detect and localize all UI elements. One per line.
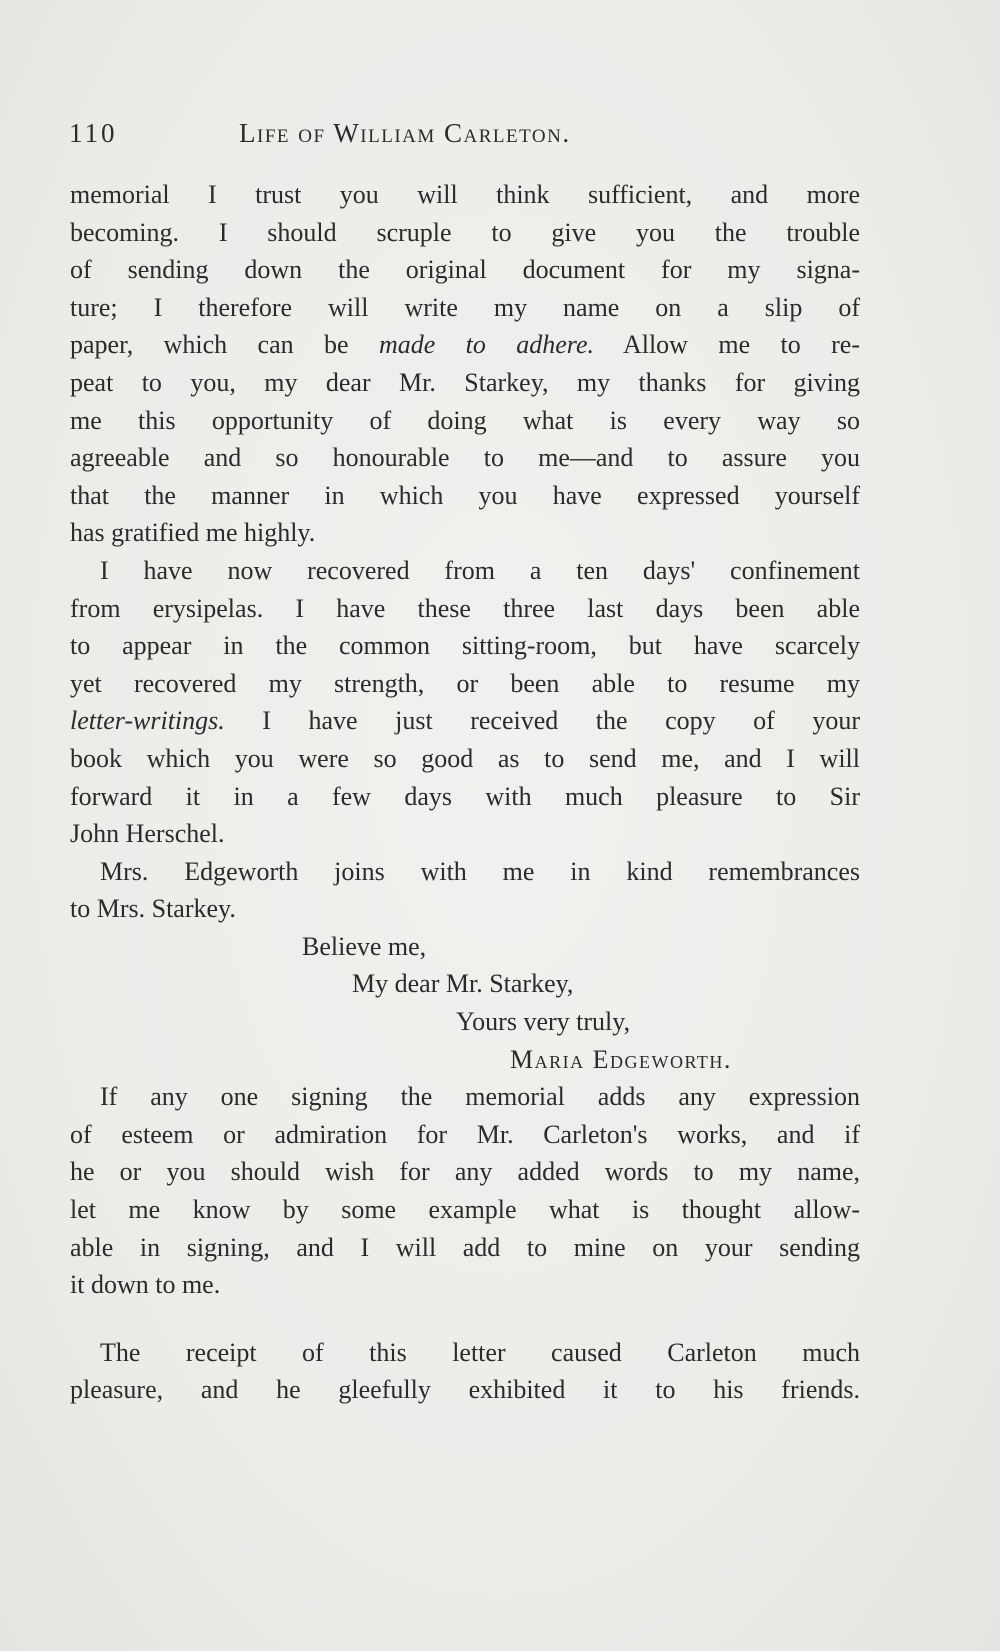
text-line [70, 702, 860, 740]
text-line: ture; I therefore will write my name on a slip of [70, 292, 860, 322]
paragraph-gap [70, 1304, 860, 1334]
paragraph-narrative [70, 1334, 860, 1409]
letter-closing [70, 928, 860, 1078]
text-line: The receipt of this letter caused Carleton much [100, 1337, 860, 1367]
text-line [70, 326, 860, 364]
text-line: to appear in the common sitting-room, but have scarcely [70, 631, 860, 661]
signature: Maria Edgeworth. [510, 1044, 732, 1074]
page-header [69, 118, 689, 158]
closing-line: Believe me, [302, 931, 427, 961]
text-line: let me know by some example what is thought allow- [70, 1195, 860, 1225]
running-head: Life of William Carleton. [239, 118, 571, 148]
page-number: 110 [69, 118, 118, 148]
italic-phrase: made to adhere. [378, 330, 594, 360]
text-line: that the manner in which you have expressed yourself [70, 480, 860, 510]
closing-line: Yours very truly, [456, 1007, 631, 1037]
text-line: it down to me. [70, 1270, 221, 1300]
text-line: forward it in a few days with much pleasure to Sir [70, 781, 860, 811]
closing-line: My dear Mr. Starkey, [352, 969, 574, 999]
text-line: yet recovered my strength, or been able to resume my [70, 668, 860, 698]
text-line: me this opportunity of doing what is every way so [70, 405, 860, 435]
text-line: agreeable and so honourable to me—and to assure you [70, 443, 860, 473]
text-line: of esteem or admiration for Mr. Carleton's works, and if [70, 1119, 860, 1149]
text-line: book which you were so good as to send me, and I will [70, 743, 860, 773]
text-line: If any one signing the memorial adds any expression [100, 1082, 860, 1112]
text-line: Mrs. Edgeworth joins with me in kind remembrances [100, 856, 860, 886]
text-line: I have now recovered from a ten days' confinement [100, 555, 860, 585]
text-line: to Mrs. Starkey. [70, 894, 236, 924]
text-line: from erysipelas. I have these three last days been able [70, 593, 860, 623]
paragraph-letter-continuation [70, 176, 860, 552]
text-segment: Allow me to re- [594, 330, 860, 360]
paragraph-recovery [70, 552, 860, 853]
paragraph-postscript [70, 1078, 860, 1304]
paragraph-remembrances [70, 853, 860, 928]
text-line: pleasure, and he gleefully exhibited it to his friends. [70, 1375, 860, 1405]
text-line: memorial I trust you will think sufficient, and more [70, 180, 860, 209]
text-line: becoming. I should scruple to give you the trouble [70, 217, 860, 247]
italic-phrase: letter-writings. [70, 706, 225, 736]
text-segment: paper, which can be [70, 330, 379, 360]
body-text [70, 176, 860, 1409]
text-line: has gratified me highly. [70, 518, 316, 548]
text-line: John Herschel. [70, 819, 225, 849]
text-line: of sending down the original document for my signa- [70, 255, 860, 285]
text-line: he or you should wish for any added words to my name, [70, 1157, 860, 1187]
text-segment: I have just received the copy of your [224, 706, 860, 736]
text-line: able in signing, and I will add to mine on your sending [70, 1232, 860, 1262]
text-line: peat to you, my dear Mr. Starkey, my thanks for giving [70, 367, 860, 397]
